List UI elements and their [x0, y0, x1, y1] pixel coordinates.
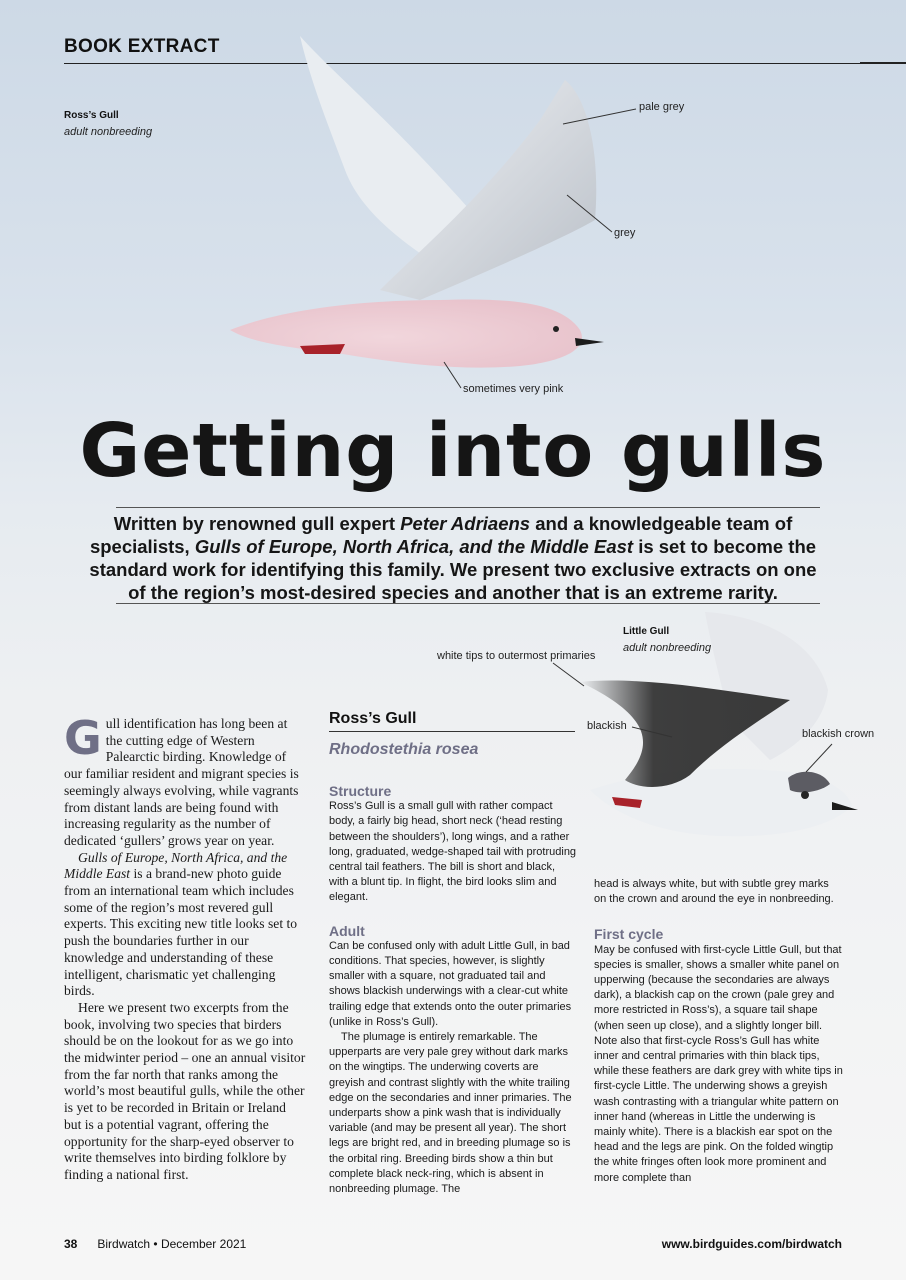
little-annotation-blackish: blackish — [587, 720, 627, 732]
ross-gull-far-wing — [300, 36, 470, 260]
intro-paragraph-1: Gull identification has long been at the cutting edge of Western Palearctic birding. Knowledge of our familiar resident and migrant species is seemingly always evolving, while vagrants from distant lands are being found with increasing regularity as the number of dedicated ‘gullers’ grows year on year. — [64, 711, 299, 848]
section-label: BOOK EXTRACT — [64, 36, 220, 57]
intro-column — [64, 711, 306, 1184]
standfirst-rule-top — [116, 507, 820, 508]
book-title: Gulls of Europe, North Africa, and the Middle East — [194, 536, 634, 557]
magazine-name: Birdwatch — [97, 1237, 151, 1251]
drop-cap: G — [64, 711, 102, 765]
ross-gull-photo — [230, 36, 636, 388]
ross-gull-eye — [553, 326, 559, 332]
intro-paragraph-3: Here we present two excerpts from the book, involving two species that birders should be on the lookout for as we go into the midwinter period – one an annual visitor from the far north that ranks among the world’s most beautiful gulls, while the other is yet to be recorded in Britain or Ireland but is a potential vagrant, offering the opportunity for the sharp-eyed observer to write themselves into birding folklore by finding a national first. — [64, 999, 306, 1182]
species-column-3 — [594, 877, 844, 1186]
species-title: Ross’s Gull — [329, 710, 417, 727]
ross-photo-caption-name: Ross’s Gull — [64, 110, 119, 121]
intro-paragraph-2: Gulls of Europe, North Africa, and the Middle East is a brand-new photo guide from an international team which includes some of the region’s most revered gull experts. This exciting new title looks set to push the boundaries further in our knowledge and understanding of these intelligent, charismatic yet challenging birds. — [64, 849, 298, 999]
little-gull-eye — [801, 791, 809, 799]
little-photo-caption-name: Little Gull — [623, 626, 670, 637]
ross-annotation-grey: grey — [614, 227, 636, 239]
ross-gull-bill — [575, 338, 604, 346]
adult-text-2: The plumage is entirely remarkable. The upperparts are very pale grey without dark marks on the wingtips. The underwing coverts are greyish and contrast slightly with the white trailing edge on the secondaries and inner primaries. The underparts show a pink wash that is individually variable (and may be present all year). The short legs are bright red, and in breeding plumage so is the orbital ring. Breeding birds show a thin but complete black neck-ring, which is absent in nonbreeding plumage. The — [329, 1031, 572, 1196]
ross-annotation-pale-grey: pale grey — [639, 101, 685, 113]
little-photo-caption-plumage: adult nonbreeding — [623, 642, 712, 654]
little-annotation-white-tips: white tips to outermost primaries — [437, 650, 596, 662]
species-latin-name: Rhodostethia rosea — [329, 741, 479, 758]
ross-annotation-pink: sometimes very pink — [463, 383, 564, 395]
standfirst: Written by renowned gull expert Peter Adriaens and a knowledgeable team of specialists, Gulls of Europe, North Africa, and the Middle East is set to become the standard work for identifying this family. We present two exclusive extracts on one of the region’s most-desired species and another that is an extreme rarity. — [89, 513, 817, 603]
footer-folio: 38 Birdwatch • December 2021 — [64, 1237, 247, 1251]
author-name: Peter Adriaens — [400, 513, 531, 534]
headline: Getting into gulls — [79, 408, 827, 494]
structure-heading: Structure — [329, 783, 392, 799]
first-cycle-text: May be confused with first-cycle Little Gull, but that species is smaller, shows a smaller white panel on upperwing (because the secondaries are always dark), a blackish cap on the crown (pale grey and more restricted in Ross’s), a square tail shape (when seen up close), and a slightly longer bill. Note also that first-cycle Ross’s Gull has white inner and central primaries with thin black tips, while these feathers are dark grey with white tips in first-cycle Little. The underwing shows a greyish wash contrasting with a triangular white pattern on inner hand (whereas in Little the underwing is mainly white). There is a blackish ear spot on the head and the legs are pink. On the folded wingtip the white fringes often look more prominent and more complete than — [594, 943, 843, 1184]
standfirst-rule-bottom — [116, 603, 820, 604]
adult-heading: Adult — [329, 922, 365, 939]
species-column-2 — [329, 784, 577, 1197]
ross-photo-caption-plumage: adult nonbreeding — [64, 126, 153, 138]
first-cycle-heading: First cycle — [594, 926, 664, 943]
adult-text-1: Can be confused only with adult Little Gull, in bad conditions. That species, however, is slightly smaller with a square, not graduated tail and shows blackish underwings with a clear-cut white trailing edge that extends onto the outer primaries (unlike in Ross’s Gull). — [329, 939, 572, 1028]
structure-text: Ross’s Gull is a small gull with rather compact body, a fairly big head, short neck (‘head resting between the shoulders’), long wings, and a rather long, graduated, wedge-shaped tail with protruding central tail feathers. The bill is short and black, with a blunt tip. In flight, the bird looks slim and elegant. — [329, 800, 577, 904]
ross-gull-body — [230, 299, 582, 367]
issue-date: December 2021 — [160, 1237, 247, 1251]
page-number: 38 — [64, 1237, 78, 1251]
species-rule — [329, 731, 575, 732]
little-annotation-crown: blackish crown — [802, 728, 875, 740]
adult-text-continued: head is always white, but with subtle grey marks on the crown and around the eye in nonbreeding. — [594, 878, 834, 906]
footer-url[interactable]: www.birdguides.com/birdwatch — [661, 1237, 842, 1251]
